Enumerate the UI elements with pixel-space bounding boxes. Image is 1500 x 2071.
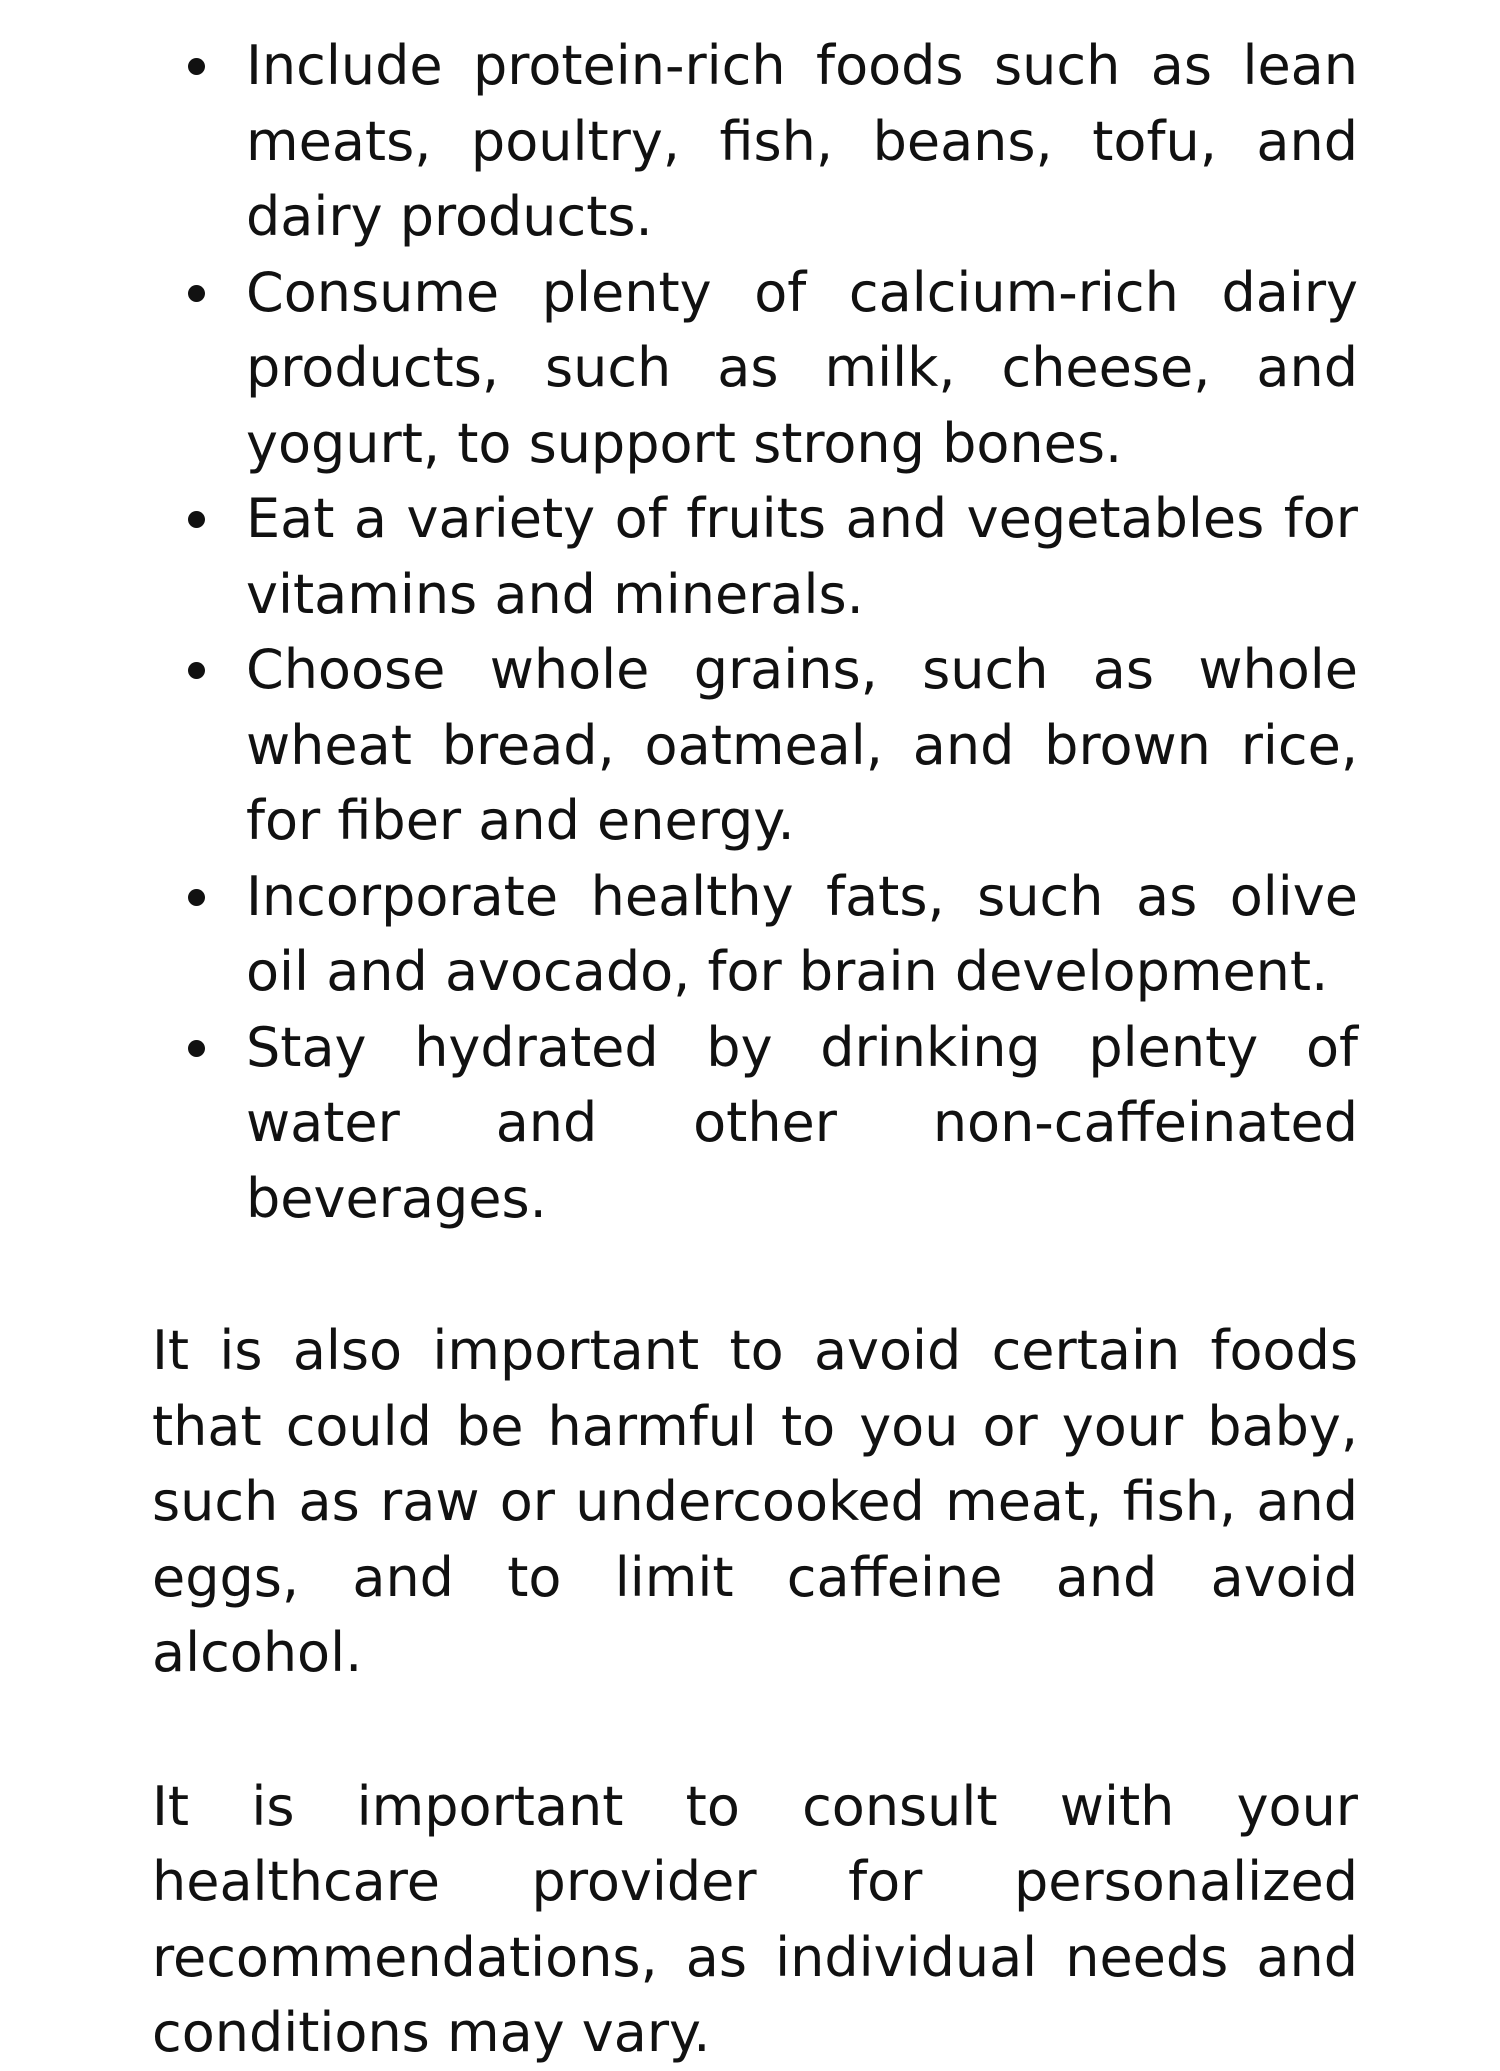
bullet-icon [188,285,205,302]
document-page [152,28,1358,2071]
list-item [152,1010,1358,1237]
list-item [152,28,1358,255]
list-item-text: Consume plenty of calcium-rich dairy products, such as milk, cheese, and yogurt, to support strong bones. [246,260,1358,475]
list-item-text: Stay hydrated by drinking plenty of water and other non-caffeinated beverages. [246,1015,1358,1230]
list-item [152,481,1358,632]
list-item [152,255,1358,482]
bullet-icon [188,1040,205,1057]
list-item-text: Choose whole grains, such as whole wheat bread, oatmeal, and brown rice, for fiber and energy. [246,638,1358,852]
avoid-foods-paragraph: It is also important to avoid certain foods that could be harmful to you or your baby, such as raw or undercooked meat, fish, and eggs, and to limit caffeine and avoid alcohol. [152,1319,1358,1684]
bullet-icon [188,889,205,906]
list-item-text: Incorporate healthy fats, such as olive oil and avocado, for brain development. [246,864,1358,1003]
list-item-text: Eat a variety of fruits and vegetables for vitamins and minerals. [246,487,1358,626]
list-item [152,859,1358,1010]
bullet-icon [188,58,205,75]
list-item-text: Include protein-rich foods such as lean meats, poultry, fish, beans, tofu, and dairy products. [246,34,1358,248]
consult-provider-paragraph: It is important to consult with your healthcare provider for personalized recommendations, as individual needs and conditions may vary. [152,1774,1358,2064]
list-item [152,632,1358,859]
bullet-icon [188,662,205,679]
nutrition-tips-list [152,28,1358,1236]
bullet-icon [188,511,205,528]
